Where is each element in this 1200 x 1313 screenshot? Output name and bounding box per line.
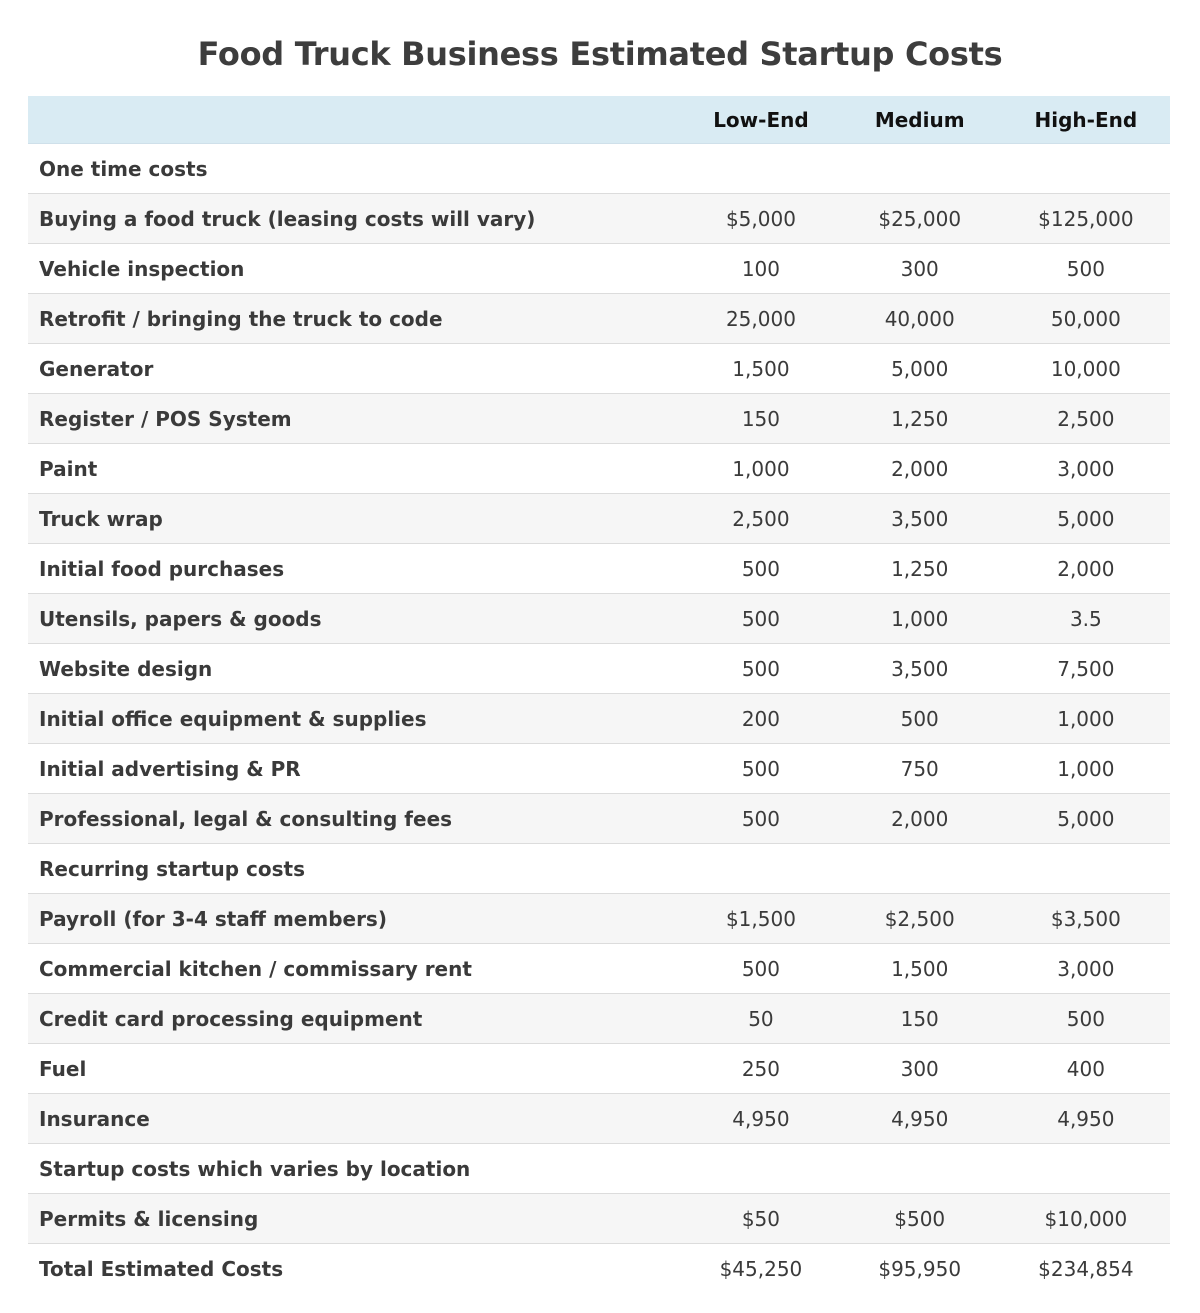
table-row	[28, 144, 1170, 194]
row-label: Retrofit / bringing the truck to code	[28, 294, 684, 344]
high-end-value: 3,000	[1002, 944, 1170, 994]
table-row	[28, 444, 1170, 494]
row-label: Payroll (for 3-4 staff members)	[28, 894, 684, 944]
medium-value: 4,950	[838, 1094, 1002, 1144]
row-label: Initial office equipment & supplies	[28, 694, 684, 744]
medium-value: $500	[838, 1194, 1002, 1244]
medium-value: 1,250	[838, 544, 1002, 594]
table-row	[28, 1144, 1170, 1194]
high-end-value: 3,000	[1002, 444, 1170, 494]
medium-value: 300	[838, 244, 1002, 294]
column-header-low-end: Low-End	[684, 96, 838, 144]
medium-value: 1,250	[838, 394, 1002, 444]
table-row	[28, 1244, 1170, 1294]
table-row	[28, 294, 1170, 344]
high-end-value: $234,854	[1002, 1244, 1170, 1294]
high-end-value: 10,000	[1002, 344, 1170, 394]
row-label: Register / POS System	[28, 394, 684, 444]
high-end-value: 3.5	[1002, 594, 1170, 644]
row-label: Credit card processing equipment	[28, 994, 684, 1044]
low-end-value: 500	[684, 744, 838, 794]
medium-value: 3,500	[838, 494, 1002, 544]
high-end-value: 500	[1002, 994, 1170, 1044]
low-end-value: 250	[684, 1044, 838, 1094]
low-end-value: 50	[684, 994, 838, 1044]
table-row	[28, 944, 1170, 994]
row-label: Generator	[28, 344, 684, 394]
row-label: Recurring startup costs	[28, 844, 684, 894]
row-label: Utensils, papers & goods	[28, 594, 684, 644]
row-label: Permits & licensing	[28, 1194, 684, 1244]
medium-value: 150	[838, 994, 1002, 1044]
high-end-value: $10,000	[1002, 1194, 1170, 1244]
low-end-value: $5,000	[684, 194, 838, 244]
low-end-value: 500	[684, 794, 838, 844]
row-label: Fuel	[28, 1044, 684, 1094]
table-row	[28, 744, 1170, 794]
high-end-value: 400	[1002, 1044, 1170, 1094]
low-end-value	[684, 144, 838, 194]
high-end-value	[1002, 1144, 1170, 1194]
high-end-value: 5,000	[1002, 494, 1170, 544]
medium-value: 2,000	[838, 794, 1002, 844]
row-label: Insurance	[28, 1094, 684, 1144]
medium-value: 750	[838, 744, 1002, 794]
medium-value	[838, 144, 1002, 194]
high-end-value: 500	[1002, 244, 1170, 294]
low-end-value: 1,000	[684, 444, 838, 494]
row-label: One time costs	[28, 144, 684, 194]
low-end-value	[684, 1144, 838, 1194]
row-label: Startup costs which varies by location	[28, 1144, 684, 1194]
row-label: Total Estimated Costs	[28, 1244, 684, 1294]
table-row	[28, 844, 1170, 894]
low-end-value: 150	[684, 394, 838, 444]
row-label: Professional, legal & consulting fees	[28, 794, 684, 844]
low-end-value: $50	[684, 1194, 838, 1244]
row-label: Website design	[28, 644, 684, 694]
column-header-item	[28, 96, 684, 144]
table-row	[28, 344, 1170, 394]
low-end-value: 4,950	[684, 1094, 838, 1144]
medium-value: 300	[838, 1044, 1002, 1094]
low-end-value: 500	[684, 544, 838, 594]
medium-value: $25,000	[838, 194, 1002, 244]
table-row	[28, 194, 1170, 244]
medium-value: 5,000	[838, 344, 1002, 394]
low-end-value: 500	[684, 644, 838, 694]
row-label: Commercial kitchen / commissary rent	[28, 944, 684, 994]
low-end-value: 2,500	[684, 494, 838, 544]
medium-value: 3,500	[838, 644, 1002, 694]
low-end-value: 1,500	[684, 344, 838, 394]
high-end-value	[1002, 144, 1170, 194]
medium-value: 40,000	[838, 294, 1002, 344]
row-label: Truck wrap	[28, 494, 684, 544]
low-end-value: 500	[684, 944, 838, 994]
medium-value: 1,000	[838, 594, 1002, 644]
high-end-value	[1002, 844, 1170, 894]
table-row	[28, 494, 1170, 544]
medium-value: 1,500	[838, 944, 1002, 994]
table-row	[28, 694, 1170, 744]
row-label: Initial advertising & PR	[28, 744, 684, 794]
table-row	[28, 794, 1170, 844]
low-end-value: $45,250	[684, 1244, 838, 1294]
row-label: Initial food purchases	[28, 544, 684, 594]
low-end-value	[684, 844, 838, 894]
table-row	[28, 1044, 1170, 1094]
table-row	[28, 994, 1170, 1044]
table-row	[28, 1094, 1170, 1144]
page-title: Food Truck Business Estimated Startup Costs	[197, 35, 1003, 73]
high-end-value: 2,500	[1002, 394, 1170, 444]
table-row	[28, 1194, 1170, 1244]
high-end-value: 2,000	[1002, 544, 1170, 594]
high-end-value: 50,000	[1002, 294, 1170, 344]
medium-value: $2,500	[838, 894, 1002, 944]
row-label: Buying a food truck (leasing costs will vary)	[28, 194, 684, 244]
table-header-row	[28, 96, 1170, 144]
column-header-high-end: High-End	[1002, 96, 1170, 144]
high-end-value: $3,500	[1002, 894, 1170, 944]
low-end-value: 100	[684, 244, 838, 294]
low-end-value: $1,500	[684, 894, 838, 944]
table-row	[28, 594, 1170, 644]
medium-value	[838, 1144, 1002, 1194]
medium-value	[838, 844, 1002, 894]
row-label: Paint	[28, 444, 684, 494]
medium-value: 500	[838, 694, 1002, 744]
high-end-value: 7,500	[1002, 644, 1170, 694]
high-end-value: $125,000	[1002, 194, 1170, 244]
low-end-value: 500	[684, 594, 838, 644]
low-end-value: 200	[684, 694, 838, 744]
column-header-medium: Medium	[838, 96, 1002, 144]
table-row	[28, 894, 1170, 944]
medium-value: $95,950	[838, 1244, 1002, 1294]
medium-value: 2,000	[838, 444, 1002, 494]
table-row	[28, 244, 1170, 294]
low-end-value: 25,000	[684, 294, 838, 344]
table-row	[28, 644, 1170, 694]
table-row	[28, 394, 1170, 444]
table-row	[28, 544, 1170, 594]
high-end-value: 1,000	[1002, 744, 1170, 794]
row-label: Vehicle inspection	[28, 244, 684, 294]
high-end-value: 5,000	[1002, 794, 1170, 844]
startup-costs-table	[28, 96, 1170, 1293]
high-end-value: 4,950	[1002, 1094, 1170, 1144]
high-end-value: 1,000	[1002, 694, 1170, 744]
